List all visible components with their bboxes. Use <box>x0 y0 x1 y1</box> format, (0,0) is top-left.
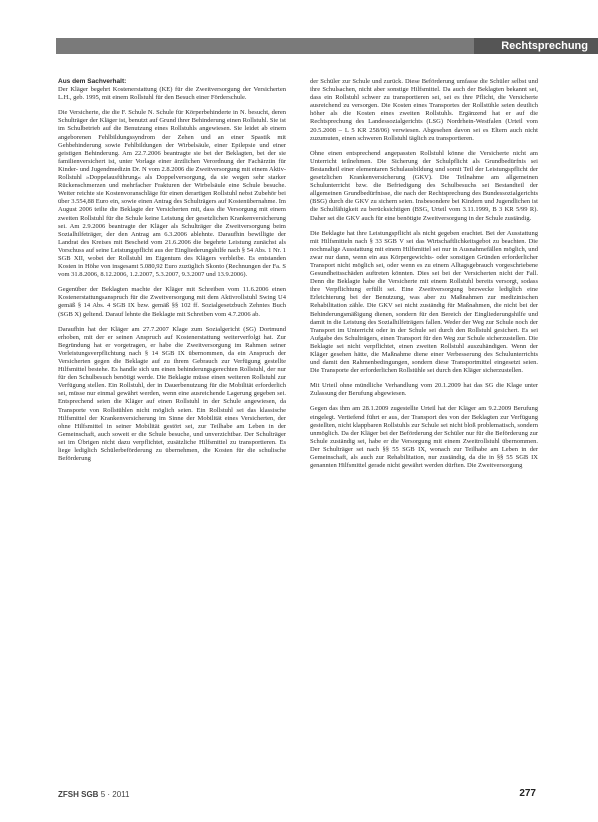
right-column <box>310 78 538 477</box>
section-heading: Aus dem Sachverhalt: <box>58 78 127 85</box>
page-number: 277 <box>519 788 536 799</box>
section-title: Rechtsprechung <box>501 40 588 52</box>
journal-issue: 5 · 2011 <box>100 790 130 799</box>
paragraph: Mit Urteil ohne mündliche Verhandlung vom 20.1.2009 hat das SG die Klage unter Zulassung der Berufung abgewiesen. <box>310 382 538 398</box>
journal-name: ZFSH SGB <box>58 790 99 799</box>
footer-journal <box>58 790 129 799</box>
paragraph: Die Versicherte, die die F. Schule N. Schule für Körperbehinderte in N. besucht, deren Schulträger der Kläger ist, benutzt auf Grund ihrer Behinderung einen Rollstuhl. Sie ist im Schulbetrieb auf die Benutzung eines Rollstuhls angewiesen. Sie leidet ab einem angeborenen Fehlbildungssyndrom der Zehen und an einer Spastik mit Gehbehinderung sowie Fehlbildungen der Wirbelsäule, einer Epilepsie und einer geistigen Behinderung. Am 22.7.2006 beantragte sie bei der Beklagten, bei der sie familienversichert ist, unter Vorlage einer ärztlichen Verordnung der Fachärztin für Kinder- und Jugendmedizin Dr. N vom 2.8.2006 die Zweitversorgung mit einem Aktiv-Rollstuhl »Doppelausführung« als Doppelversorgung, da sie wegen sehr starker Rückenschmerzen und mehrfacher Frakturen der Wirbelsäule eine Schule besuche. Weiter reichte sie Kostenvoranschläge für einen derartigen Rollstuhl nebst Zubehör bei über 3.554,88 Euro ein, sowie einen Antrag des Schulträgers auf Kostenübernahme. Im August 2006 teilte die Beklagte der Versicherten mit, dass die Versorgung mit einem zweiten Rollstuhl für die Schule keine Leistung der gesetzlichen Krankenversicherung sei. Am 2.9.2006 beantragte der Kläger als Schulträger die Zweitversorgung beim Sozialhilfeträger, der den Antrag am 6.3.2006 ablehnte. Daraufhin bewilligte der Landrat des Kreises mit Bescheid vom 21.6.2006 die begehrte Leistung zunächst als Vorschuss auf seine Leistungspflicht aus der Eingliederungshilfe nach § 54 Abs. 1 Nr. 1 SGB XII, wobei der Rollstuhl im Eigentum des Klägers verbleibe. Es entstanden Kosten in Höhe von insgesamt 5.080,92 Euro zuzüglich Skonto (Rechnungen der Fa. S vom 31.8.2006, 8.12.2006, 1.2.2007, 5.3.2007, 9.3.2007 und 13.9.2006). <box>58 109 286 279</box>
paragraph: Der Kläger begehrt Kostenerstattung (KE) für die Zweitversorgung der Versicherten L.H., geb. 1995, mit einem Rollstuhl für den Besuch einer Förderschule. <box>58 86 286 102</box>
paragraph: Gegenüber der Beklagten machte der Kläger mit Schreiben vom 11.6.2006 einen Kostenerstattungsanspruch für die Zweitversorgung mit dem Aktivrollstuhl Swing U4 gemäß § 14 Abs. 4 SGB IX bzw. gemäß §§ 102 ff. Sozialgesetzbuch Zehntes Buch (SGB X) geltend. Darauf lehnte die Beklagte mit Schreiben vom 4.7.2006 ab. <box>58 286 286 318</box>
paragraph: Die Beklagte hat ihre Leistungspflicht als nicht gegeben erachtet. Bei der Ausstattung mit Hilfsmitteln nach § 33 SGB V sei das Wirtschaftlichkeitsgebot zu beachten. Die nochmalige Ausstattung mit einem Hilfsmittel sei nur in Ausnahmefällen möglich, und zwar nur dann, wenn ein aus Körpergewichts- oder sonstigen Gründen erforderlicher Transport nicht möglich sei, oder wenn es zu einem Alltagsgebrauch vorgeschriebene Gesundheitsschäden auftreten könnten. Dies sei bei der Versicherten nicht der Fall. Denn die Beklagte habe die Versicherte mit einem Rollstuhl bereits versorgt, sodass ihre Verpflichtung erfüllt sei. Eine Zweitversorgung bezwecke lediglich eine Erleichterung bei der Benutzung, was aber zu Maßnahmen zur medizinischen Rehabilitation zähle. Die GKV sei nicht zuständig für Maßnahmen, die nicht bei der Behinderungsmäßigung dienen, sondern für den Bereich der Eingliederungshilfe und damit in die Leistung des Sozialhilfeträgers fallen. Weder der Weg zur Schule noch der Transport im Unterricht oder in der Schule sei durch den Rollstuhl gesichert. Es sei Aufgabe des Schulträgers, einen Transport für den Weg zur Schule sicherzustellen. Die Beklagte sei nicht verpflichtet, einen zweiten Rollstuhl auszuhändigen. Wenn der Kläger gesehen hätte, die Maßnahme diene einer Verbesserung des Schulunterrichts und damit den Rahmenbedingungen, sondern diese Transportmittel eingesetzt seien. Die Transporte der erforderlichen Rollstühle sei durch den Kläger sicherzustellen. <box>310 229 538 375</box>
paragraph: Daraufhin hat der Kläger am 27.7.2007 Klage zum Sozialgericht (SG) Dortmund erhoben, mit der er seinen Anspruch auf Kostenerstattung weiterverfolgt hat. Zur Begründung hat er vorgetragen, er habe die Zweitversorgung im Rahmen seiner Vorleistungsverpflichtung nach § 14 SGB IX übernommen, da ein Anspruch der Versicherten gegen die Beklagte auf zu ihrem Gebrauch zur Verfügung gestellte Hilfsmittel bestehe. Es handle sich um einen behinderungsgerechten Rollstuhl, der nur für den Schulbesuch benötigt werde. Die Beklagte müsse einen weiteren Rollstuhl zur Verfügung stellen. Ein Rollstuhl, der in Dauerbenutzung für die Mobilität erforderlich sei, müsse nur einmal gewährt werden, wenn eine ausreichende Lagerung gegeben sei. Entsprechend seien die Kläger auf einen Rollstuhl in der Schule angewiesen, da Transporte von Rollstühlen nicht möglich seien. Ein Rollstuhl sei das klassische Hilfsmittel der Krankenversicherung im Sinne der Mobilität eines Versicherten, der ohne Hilfsmittel in seiner Mobilität gestört sei, zur Teilhabe am Leben in der Gemeinschaft, auch soweit er die Schule besuche, und unverzichtbar. Der Schulträger sei im Übrigen nicht dazu verpflichtet, zusätzliche Hilfsmittel zu transportieren. Es liege lediglich Schülerbeförderung zu übernehmen, die Kosten für die schulische Beförderung <box>58 325 286 463</box>
paragraph: der Schüler zur Schule und zurück. Diese Beförderung umfasse die Schüler selbst und ihre Schulsachen, nicht aber sonstige Hilfsmittel. Da auch der Beklagten bekannt sei, dass ein Rollstuhl schwer zu transportieren sei, sei es ihre Pflicht, die Versicherte ausreichend zu versorgen. Die Kosten eines Transportes der Rollstühle seien deutlich höher als die Kosten eines zweiten Rollstuhls. Ergänzend hat er auf die Rechtsprechung des Landessozialgerichts (LSG) Nordrhein-Westfalen (Urteil vom 20.5.2008 – L 5 KR 258/06) verwiesen. Abgesehen davon sei es Eltern auch nicht zuzumuten, einen schweren Rollstuhl täglich zu transportieren. <box>310 78 538 142</box>
paragraph: Ohne einen entsprechend angepassten Rollstuhl könne die Versicherte nicht am Unterricht teilnehmen. Die Sicherung der Schulpflicht als Grundbedürfnis sei Bestandteil einer elementaren Schulausbildung und somit Teil der Leistungspflicht der gesetzlichen Krankenversicherung (GKV). Die Teilnahme am allgemeinen Schulunterricht bzw. die Befriedigung des Schulbesuchs sei Bestandteil der allgemeinen Grundbedürfnisse, die nach der Rechtsprechung des Bundessozialgerichts (BSG) durch die GKV zu sichern seien. Insbesondere bei Kindern und Jugendlichen ist die Schulfähigkeit zu berücksichtigen (BSG, Urteil vom 3.11.1999, B 3 KR 5/99 R). Daher sei die GKV auch für eine benötigte Zweitversorgung in der Schule zuständig. <box>310 149 538 222</box>
left-column <box>58 78 286 470</box>
paragraph: Gegen das ihm am 28.1.2009 zugestellte Urteil hat der Kläger am 9.2.2009 Berufung eingelegt. Vertiefend führt er aus, der Transport des von der Beklagten zur Verfügung gestellten, nicht klappbaren Rollstuhls zur Schule sei nicht bloß problematisch, sondern unmöglich. Da der Kläger bei der Beförderung der Schüler nur für die Beförderung zur Schule zuständig sei, habe er die Versorgung mit einem Zweitrollstuhl übernommen. Der Schulträger sei nach §§ 55 SGB IX, wonach zur Teilhabe am Leben in der Gemeinschaft, als auch zur Rehabilitation, nur zuständig, da die in §§ 55 SGB IX genannten Hilfsmittel gerade nicht gewährt werden dürften. Die Zweitversorgung <box>310 405 538 470</box>
